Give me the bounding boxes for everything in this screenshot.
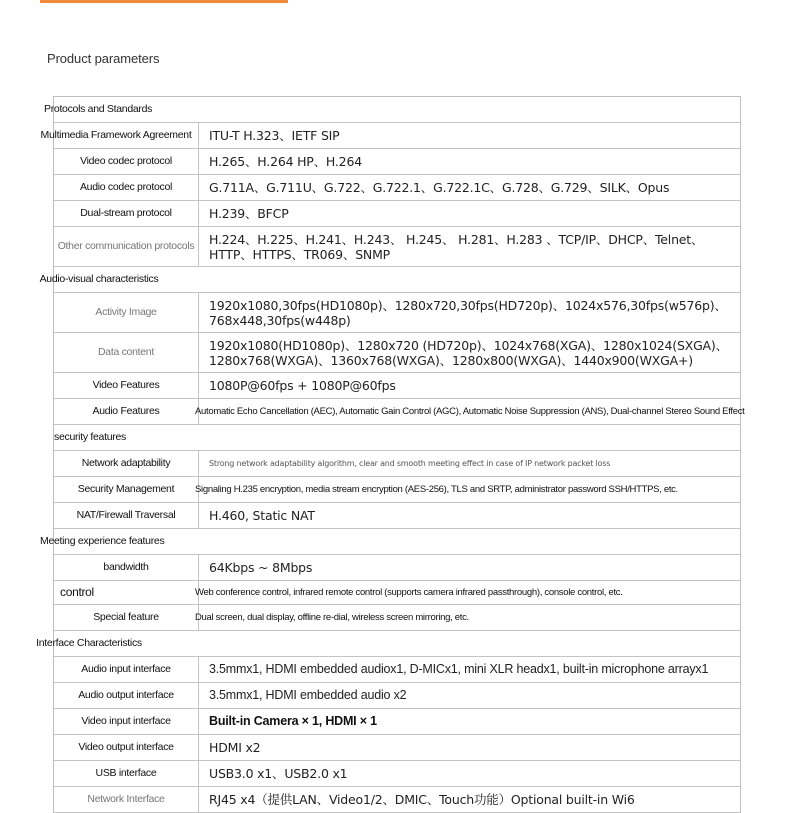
row-label: bandwidth	[54, 555, 199, 580]
row-value: Automatic Echo Cancellation (AEC), Automatic Gain Control (AGC), Automatic Noise Suppression (ANS), Dual-channel Stereo Sound Effect	[195, 406, 745, 417]
row-value: 1920x1080(HD1080p)、1280x720 (HD720p)、1024x768(XGA)、1280x1024(SXGA)、1280x768(WXGA)、1360x768(WXGA)、1280x800(WXGA)、1440x900(WXGA+)	[209, 337, 728, 368]
table-row	[54, 149, 740, 175]
row-label: NAT/Firewall Traversal	[54, 503, 199, 528]
row-label: Audio input interface	[54, 657, 199, 682]
row-value: Dual screen, dual display, offline re-dial, wireless screen mirroring, etc.	[195, 612, 469, 623]
parameters-table	[36, 96, 745, 813]
table-row	[54, 503, 740, 529]
row-value: 3.5mmx1, HDMI embedded audio x2	[209, 688, 407, 702]
row-value: H.224、H.225、H.241、H.243、 H.245、 H.281、H.283 、TCP/IP、DHCP、Telnet、HTTP、HTTPS、TR069、SNMP	[209, 231, 704, 262]
row-label: Audio output interface	[54, 683, 199, 708]
table-row	[54, 175, 740, 201]
row-label: Security Management	[54, 477, 199, 502]
row-value: H.460, Static NAT	[209, 508, 315, 523]
table-row	[54, 709, 740, 735]
row-label: Dual-stream protocol	[54, 201, 199, 226]
row-value: 64Kbps ~ 8Mbps	[209, 560, 313, 575]
row-value: Web conference control, infrared remote control (supports camera infrared passthrough), console control, etc.	[195, 587, 623, 598]
top-accent-bar	[40, 0, 288, 3]
row-label: Audio codec protocol	[54, 175, 199, 200]
table-row	[54, 399, 745, 425]
row-value: Built-in Camera × 1, HDMI × 1	[209, 714, 377, 728]
table-row	[54, 555, 740, 581]
table-row	[54, 581, 740, 605]
section-title: Interface Characteristics	[36, 637, 142, 649]
table-row	[54, 227, 740, 267]
row-value: ITU-T H.323、IETF SIP	[209, 128, 340, 143]
section-header-row	[54, 425, 740, 451]
row-value: USB3.0 x1、USB2.0 x1	[209, 766, 348, 781]
table-row	[54, 333, 740, 373]
row-value: Strong network adaptability algorithm, clear and smooth meeting effect in case of IP network packet loss	[209, 459, 611, 468]
row-label: control	[54, 581, 199, 604]
row-label: Video input interface	[54, 709, 199, 734]
row-value: 1920x1080,30fps(HD1080p)、1280x720,30fps(HD720p)、1024x576,30fps(w576p)、768x448,30fps(w448p)	[209, 297, 727, 328]
row-value: HDMI x2	[209, 740, 261, 755]
row-label: Network Interface	[54, 787, 199, 812]
section-title: security features	[54, 431, 126, 443]
table-row	[54, 451, 740, 477]
row-label: Video codec protocol	[54, 149, 199, 174]
row-value: 3.5mmx1, HDMI embedded audiox1, D-MICx1, mini XLR headx1, built-in microphone arrayx1	[209, 662, 709, 676]
row-value: 1080P@60fps + 1080P@60fps	[209, 378, 396, 393]
table-row	[54, 373, 740, 399]
row-value: H.239、BFCP	[209, 206, 289, 221]
table-row	[54, 293, 740, 333]
row-label: USB interface	[54, 761, 199, 786]
table-row	[54, 735, 740, 761]
row-label: Data content	[54, 333, 199, 372]
section-title: Meeting experience features	[40, 535, 165, 547]
row-value: RJ45 x4（提供LAN、Video1/2、DMIC、Touch功能）Optional built-in Wi6	[209, 792, 635, 807]
section-header-row	[39, 267, 740, 293]
table-row	[54, 201, 740, 227]
row-label: Video Features	[54, 373, 199, 398]
row-label: Other communication protocols	[54, 227, 199, 266]
row-label: Video output interface	[54, 735, 199, 760]
row-value: G.711A、G.711U、G.722、G.722.1、G.722.1C、G.728、G.729、SILK、Opus	[209, 180, 670, 195]
section-title: Audio-visual characteristics	[39, 273, 159, 285]
table-row	[54, 683, 740, 709]
page-title: Product parameters	[47, 51, 160, 66]
row-label: Network adaptability	[54, 451, 199, 476]
row-label: Multimedia Framework Agreement	[34, 123, 199, 148]
table-row	[54, 657, 740, 683]
table-row	[54, 761, 740, 787]
section-header-row	[40, 529, 740, 555]
section-title: Protocols and Standards	[44, 103, 153, 115]
row-label: Activity Image	[54, 293, 199, 332]
row-value: Signaling H.235 encryption, media stream encryption (AES-256), TLS and SRTP, administrator password SSH/HTTPS, etc.	[195, 484, 678, 495]
table-row	[54, 787, 740, 813]
row-value: H.265、H.264 HP、H.264	[209, 154, 362, 169]
table-row	[54, 477, 740, 503]
section-header-row	[36, 631, 740, 657]
table-row	[40, 123, 740, 149]
section-header-row	[44, 97, 740, 123]
table-row	[54, 605, 740, 631]
row-label: Audio Features	[54, 399, 199, 424]
row-label: Special feature	[54, 605, 199, 630]
